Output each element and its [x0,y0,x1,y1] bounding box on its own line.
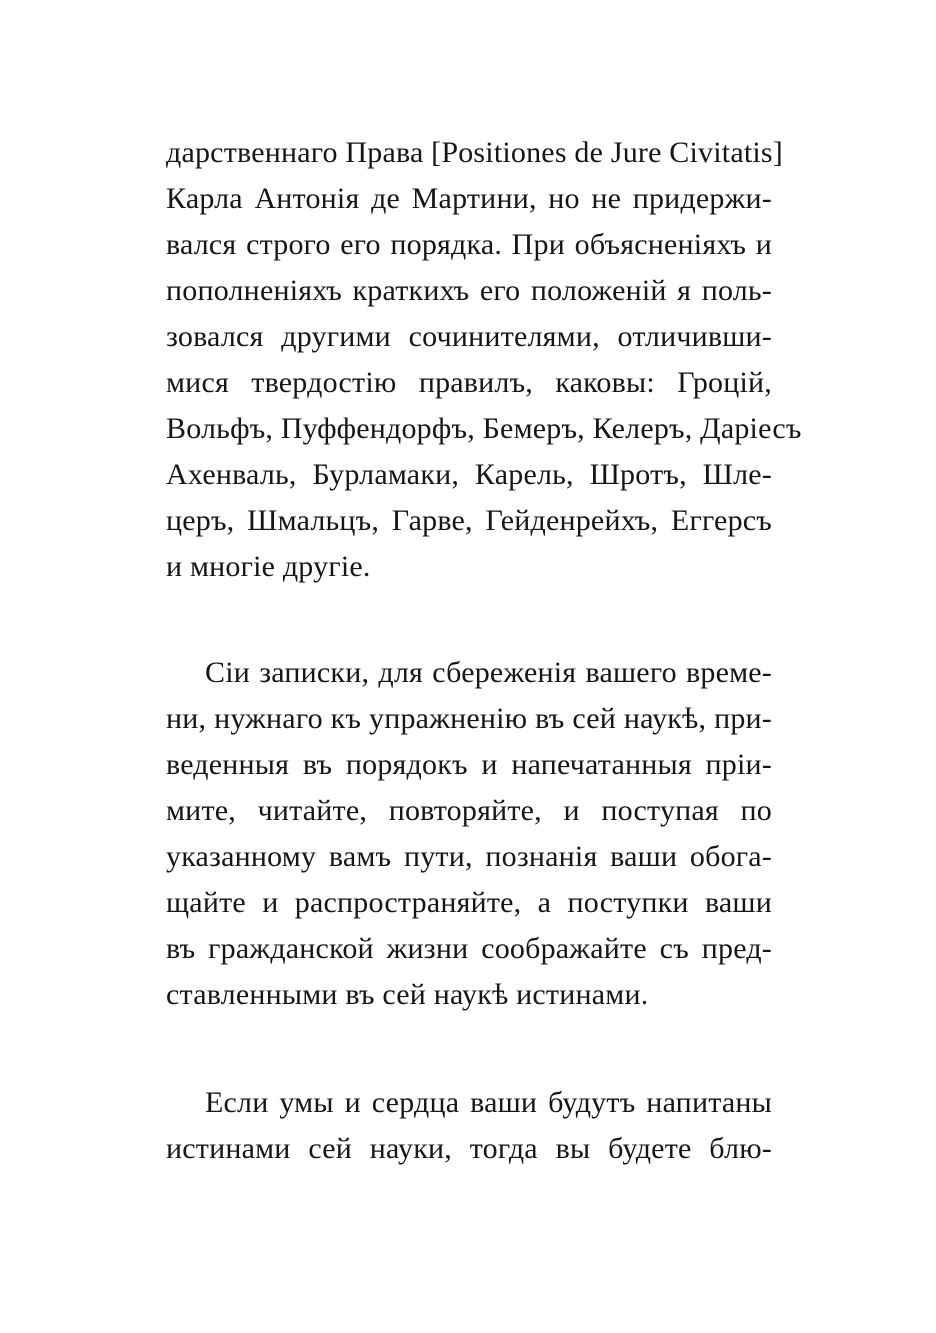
text-line: щайте и распространяйте, а поступки ваши [166,886,772,919]
text-line: Сіи записки, для сбереженія вашего време- [205,656,772,689]
text-line: церъ, Шмальцъ, Гарве, Гейденрейхъ, Еггерсъ [166,504,772,537]
text-line: ставленными въ сей наукѣ истинами. [166,978,649,1011]
text-line: указанному вамъ пути, познанія ваши обога- [166,840,772,873]
text-line: зовался другими сочинителями, отличивши- [166,320,772,353]
text-line: Вольфъ, Пуффендорфъ, Бемеръ, Келеръ, Даріесъ [166,412,802,445]
text-line: Карла Антонія де Мартини, но не придержи- [166,182,772,215]
text-line: мите, читайте, повторяйте, и поступая по [166,794,772,827]
text-line: въ гражданской жизни соображайте съ пред- [166,932,772,965]
text-line: веденныя въ порядокъ и напечатанныя пріи- [166,748,772,781]
text-line: Ахенваль, Бурламаки, Карель, Шротъ, Шле- [166,458,772,491]
text-line: вался строго его порядка. При объясненіяхъ и [166,228,772,261]
text-line: истинами сей науки, тогда вы будете блю- [166,1132,772,1165]
text-line: Если умы и сердца ваши будутъ напитаны [205,1086,772,1119]
text-line: ни, нужнаго къ упражненію въ сей наукѣ, при- [166,702,772,735]
text-line: пополненіяхъ краткихъ его положеній я поль- [166,274,772,307]
text-line: дарственнаго Права [Positiones de Jure Civitatis] [166,136,783,169]
text-line: и многіе другіе. [166,550,371,583]
text-line: мися твердостію правилъ, каковы: Гроцій, [166,366,772,399]
